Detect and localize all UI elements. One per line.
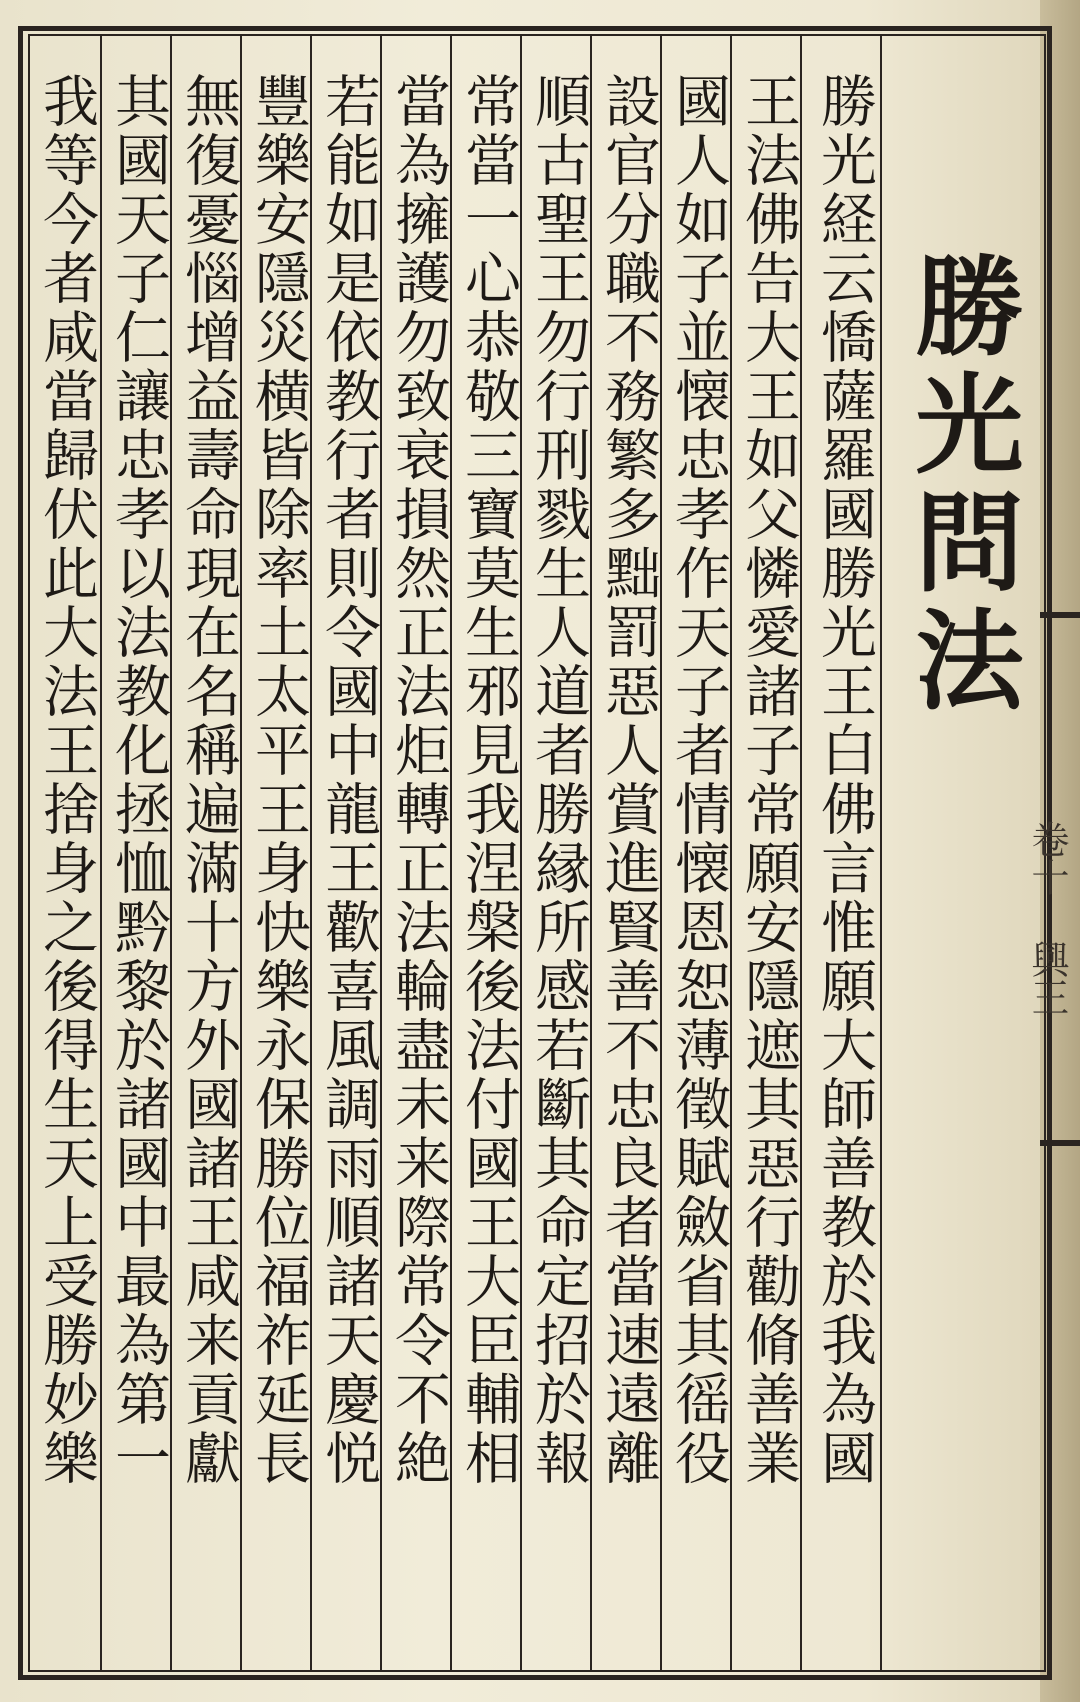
page-title: 勝光問法 <box>897 250 1023 722</box>
text-column-1: 勝光経云憍薩羅國勝光王白佛言惟願大師善教於我為國 <box>812 72 877 1488</box>
column-rule <box>100 34 102 1672</box>
text-column-11: 其國天子仁讓忠孝以法教化拯恤黔黎於諸國中最為第一 <box>106 72 171 1488</box>
text-column-5: 順古聖王勿行刑戮生人道者勝縁所感若斷其命定招於報 <box>526 72 591 1488</box>
column-rule <box>880 34 882 1672</box>
text-column-3: 國人如子並懐忠孝作天子者情懐恩恕薄徵賦斂省其徭役 <box>666 72 731 1488</box>
text-column-4: 設官分職不務繁多黜罰惡人賞進賢善不忠良者當速遠離 <box>596 72 661 1488</box>
text-column-6: 常當一心恭敬三寶莫生邪見我涅槃後法付國王大臣輔相 <box>456 72 521 1488</box>
text-column-9: 豐樂安隱災横皆除率土太平王身快樂永保勝位福祚延長 <box>246 72 311 1488</box>
text-column-12: 我等今者咸當歸伏此大法王捨身之後得生天上受勝妙樂 <box>34 72 99 1488</box>
text-column-7: 當為擁護勿致衰損然正法炬轉正法輪盡未来際常令不絶 <box>386 72 451 1488</box>
text-column-10: 無復憂惱增益壽命現在名稱遍滿十方外國諸王咸来貢獻 <box>176 72 241 1488</box>
text-column-2: 王法佛告大王如父憐愛諸子常願安隱遮其惡行勸脩善業 <box>736 72 801 1488</box>
text-column-8: 若能如是依教行者則令國中龍王歡喜風調雨順諸天慶悦 <box>316 72 381 1488</box>
margin-label: 卷十 興王 <box>1025 820 1069 1016</box>
